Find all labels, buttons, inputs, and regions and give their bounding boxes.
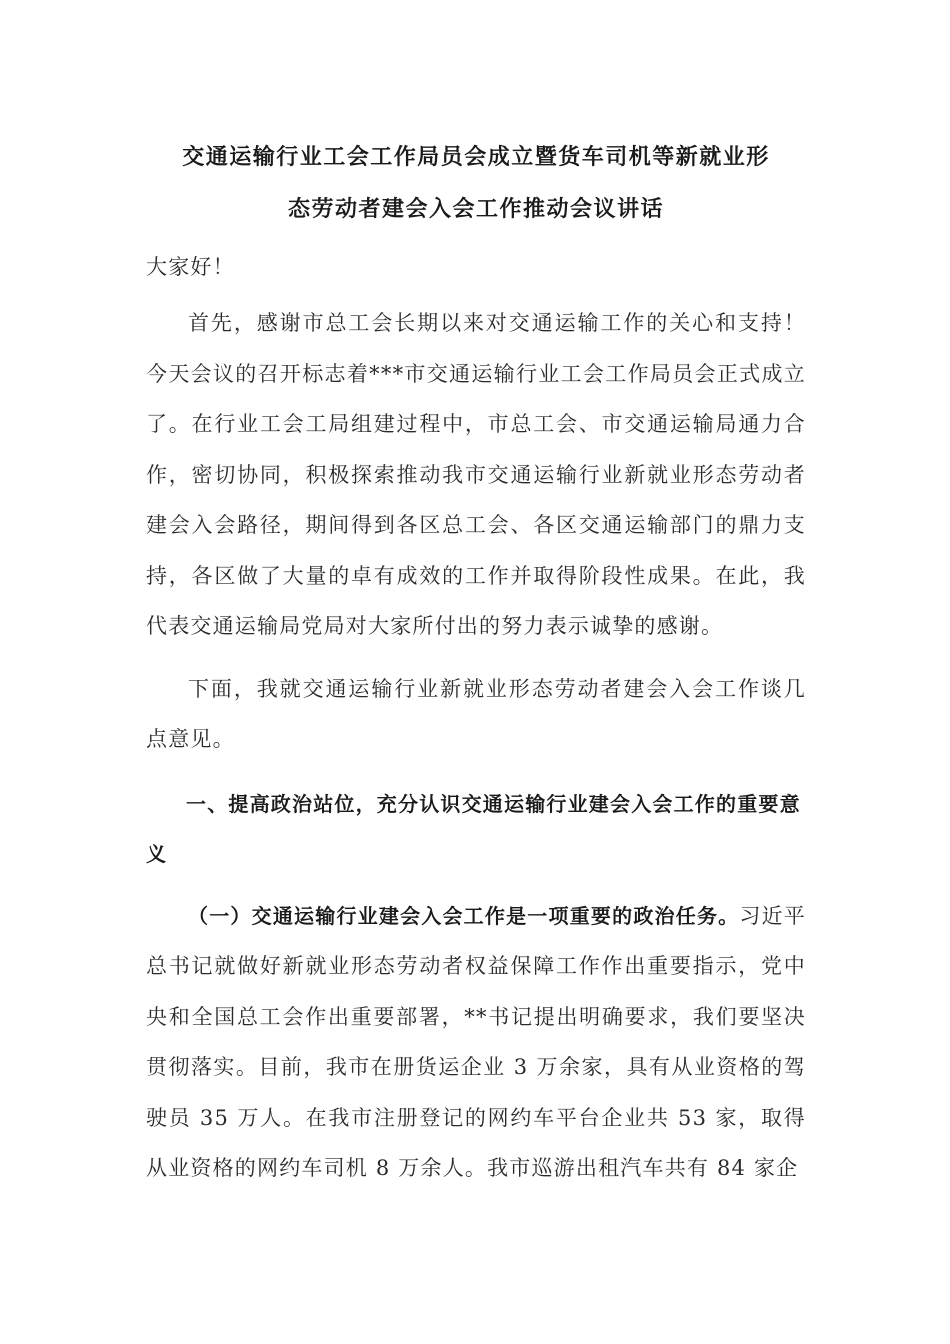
- subsection-1-lead: （一）交通运输行业建会入会工作是一项重要的政治任务。: [188, 903, 740, 928]
- document-body: [146, 132, 806, 1194]
- paragraph-opening: 首先，感谢市总工会长期以来对交通运输工作的关心和支持！今天会议的召开标志着***市交通运输行业工会工作局员会正式成立了。在行业工会工局组建过程中，市总工会、市交通运输局通力合作，密切协同，积极探索推动我市交通运输行业新就业形态劳动者建会入会路径，期间得到各区总工会、各区交通运输部门的鼎力支持，各区做了大量的卓有成效的工作并取得阶段性成果。在此，我代表交通运输局党局对大家所付出的努力表示诚挚的感谢。: [146, 311, 806, 638]
- greeting: 大家好！: [146, 255, 235, 279]
- subsection-1: [146, 891, 806, 1194]
- title-line-1: 交通运输行业工会工作局员会成立暨货车司机等新就业形: [182, 145, 770, 170]
- document-title: [146, 132, 806, 236]
- subsection-1-body: 习近平总书记就做好新就业形态劳动者权益保障工作作出重要指示，党中央和全国总工会作出重要部署，**书记提出明确要求，我们要坚决贯彻落实。目前，我市在册货运企业 3 万余家，具有从业资格的驾驶员 35 万人。在我市注册登记的网约车平台企业共 53 家，取得从业资格的网约车司机 8 万余人。我市巡游出租汽车共有 84 家企: [146, 903, 806, 1180]
- paragraph-intro: 下面，我就交通运输行业新就业形态劳动者建会入会工作谈几点意见。: [146, 676, 806, 751]
- section-heading-1: 一、提高政治站位，充分认识交通运输行业建会入会工作的重要意义: [146, 791, 801, 866]
- title-line-2: 态劳动者建会入会工作推动会议讲话: [287, 197, 664, 222]
